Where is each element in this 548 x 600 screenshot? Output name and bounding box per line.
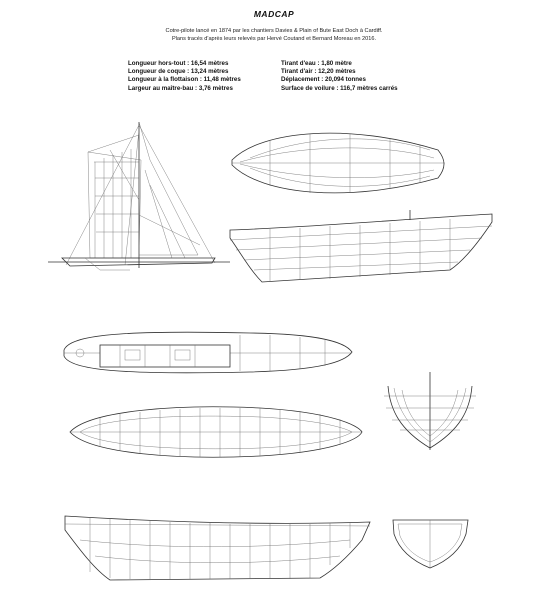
spec-length-overall: Longueur hors-tout : 16,54 mètres [128,60,229,67]
spec-beam: Largeur au maître-bau : 3,76 mètres [128,84,233,92]
spec-waterline-length: Longueur à la flottaison : 11,48 mètres [128,76,241,84]
spec-displacement: Déplacement : 20,094 tonnes [281,76,366,84]
intro-line: Cotre-pilote lancé en 1874 par les chantiers Davies & Plain of Bute East Doch à Cardiff. [165,28,383,34]
spec-sail-area: Surface de voilure : 116,7 mètres carrés [281,84,398,92]
spec-draft: Tirant d'eau : 1,80 mètre [281,60,352,67]
sail-plan [48,122,230,270]
intro-line: Plans tracés d'après leurs relevés par Hervé Coutand et Bernard Moreau en 2016. [171,36,377,42]
inboard-profile [65,516,370,580]
document-title: MADCAP [253,9,295,19]
hull-plan-view [232,133,445,193]
deck-plan-with-cabin [64,332,352,373]
body-plan-stations [384,372,476,450]
frame-plan [70,407,362,457]
midship-section [393,520,468,568]
spec-air-draft: Tirant d'air : 12,20 mètres [281,68,356,76]
spec-hull-length: Longueur de coque : 13,24 mètres [128,68,229,76]
hull-profile [230,210,492,282]
